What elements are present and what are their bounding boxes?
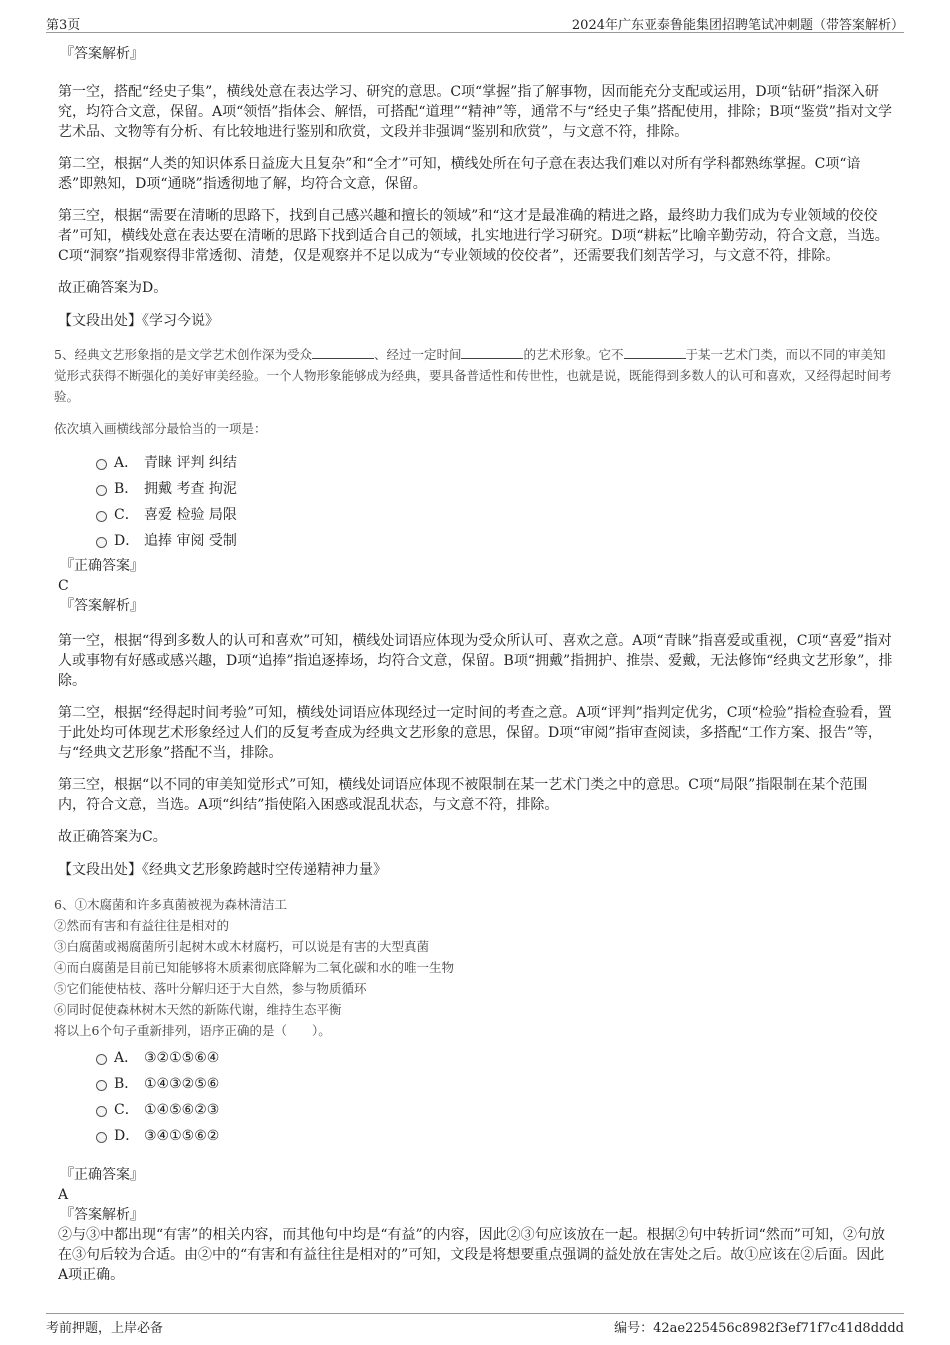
page-header (46, 12, 904, 33)
radio-icon[interactable] (96, 537, 107, 548)
q4-analysis-p3: 第三空，根据“需要在清晰的思路下，找到自己感兴趣和擅长的领域”和“这才是最准确的精进之路，最终助力我们成为专业领域的佼佼者”可知，横线处意在表达要在清晰的思路下找到适合自己的领域，扎实地进行学习研究。D项“耕耘”比喻辛勤劳动，符合文意，当选。C项“洞察”指观察得非常透彻、清楚，仅是观察并不足以成为“专业领域的佼佼者”，还需要我们刻苦学习，与文意不符，排除。 (58, 208, 889, 264)
q5-analysis-p3: 第三空，根据“以不同的审美知觉形式”可知，横线处词语应体现不被限制在某一艺术门类之中的意思。C项“局限”指限制在某个范围内，符合文意，当选。A项“纠结”指使陷入困惑或混乱状态，与文意不符，排除。 (58, 777, 868, 813)
blank-3 (624, 346, 686, 359)
page-number: 第3页 (46, 18, 81, 33)
q6-option-b[interactable]: B． ①④③②⑤⑥ (58, 1071, 894, 1097)
q6-line-4: ④而白腐菌是目前已知能够将木质素彻底降解为二氧化碳和水的唯一生物 (54, 960, 455, 975)
q6-option-a[interactable]: A． ③②①⑤⑥④ (58, 1045, 894, 1071)
q5-option-b[interactable]: B． 拥戴 考查 拘泥 (58, 476, 894, 502)
q5-correct-answer: C (58, 578, 69, 594)
document-id: 编号：42ae225456c8982f3ef71f7c41d8dddd (614, 1321, 904, 1336)
q5-option-c[interactable]: C． 喜爱 检验 局限 (58, 502, 894, 528)
page-footer (46, 1313, 904, 1334)
q4-conclusion: 故正确答案为D。 (58, 280, 168, 296)
page-content (54, 44, 894, 1285)
q6-option-d[interactable]: D． ③④①⑤⑥② (58, 1123, 894, 1149)
q6-line-3: ③白腐菌或褐腐菌所引起树木或木材腐朽，可以说是有害的大型真菌 (54, 939, 430, 954)
q6-analysis-mark: 『答案解析』 (60, 1207, 144, 1223)
q6-line-1: 6、①木腐菌和许多真菌被视为森林清洁工 (54, 897, 287, 912)
q5-option-a[interactable]: A． 青睐 评判 纠结 (58, 450, 894, 476)
q5-prompt: 依次填入画横线部分最恰当的一项是： (54, 421, 267, 436)
q6-prompt: 将以上6个句子重新排列，语序正确的是（ ）。 (54, 1023, 331, 1038)
q5-option-d[interactable]: D． 追捧 审阅 受制 (58, 528, 894, 554)
q6-stem (54, 894, 894, 1041)
q4-source: 【文段出处】《学习今说》 (58, 313, 219, 329)
q5-correct-mark: 『正确答案』 (60, 558, 144, 574)
q4-analysis-mark: 『答案解析』 (60, 46, 144, 62)
q5-analysis-mark: 『答案解析』 (60, 598, 144, 614)
q5-analysis-p1: 第一空，根据“得到多数人的认可和喜欢”可知，横线处词语应体现为受众所认可、喜欢之意。A项“青睐”指喜爱或重视，C项“喜爱”指对人或事物有好感或感兴趣，D项“追捧”指追逐捧场，均符合文意，保留。B项“拥戴”指拥护、推崇、爱戴，无法修饰“经典文艺形象”，排除。 (58, 633, 893, 689)
footer-slogan: 考前押题，上岸必备 (46, 1321, 164, 1336)
q4-analysis-p2: 第二空，根据“人类的知识体系日益庞大且复杂”和“全才”可知，横线处所在句子意在表达我们难以对所有学科都熟练掌握。C项“谙悉”即熟知，D项“通晓”指透彻地了解，均符合文意，保留。 (58, 156, 861, 192)
q6-options (58, 1045, 894, 1149)
radio-icon[interactable] (96, 1054, 107, 1065)
radio-icon[interactable] (96, 1132, 107, 1143)
q5-options (58, 450, 894, 554)
radio-icon[interactable] (96, 459, 107, 470)
document-title: 2024年广东亚泰鲁能集团招聘笔试冲刺题（带答案解析） (571, 18, 904, 33)
q5-source: 【文段出处】《经典文艺形象跨越时空传递精神力量》 (58, 862, 387, 878)
q6-line-5: ⑤它们能使枯枝、落叶分解归还于大自然，参与物质循环 (54, 981, 367, 996)
radio-icon[interactable] (96, 511, 107, 522)
radio-icon[interactable] (96, 1080, 107, 1091)
q6-correct-answer: A (58, 1187, 69, 1203)
q5-stem: 5、经典文艺形象指的是文学艺术创作深为受众 、经过一定时间 的艺术形象。它不 于某一艺术门类，而以不同的审美知觉形式获得不断强化的美好审美经验。一个人物形象能够成为经典，要具备普适性和传世性，也就是说，既能得到多数人的认可和喜欢，又经得起时间考验。 (54, 347, 892, 404)
q4-analysis-p1: 第一空，搭配“经史子集”，横线处意在表达学习、研究的意思。C项“掌握”指了解事物，因而能充分支配或运用，D项“钻研”指深入研究，均符合文意，保留。A项“领悟”指体会、解悟，可搭配“道理”“精神”等，通常不与“经史子集”搭配使用，排除；B项“鉴赏”指对文学艺术品、文物等有分析、有比较地进行鉴别和欣赏，文段并非强调“鉴别和欣赏”，与文意不符，排除。 (58, 84, 892, 140)
q5-conclusion: 故正确答案为C。 (58, 829, 167, 845)
q6-correct-mark: 『正确答案』 (60, 1167, 144, 1183)
q6-line-2: ②然而有害和有益往往是相对的 (54, 918, 230, 933)
q6-analysis-p1: ②与③中都出现“有害”的相关内容，而其他句中均是“有益”的内容，因此②③句应该放在一起。根据②句中转折词“然而”可知，②句放在③句后较为合适。由②中的“有害和有益往往是相对的”可知，文段是将想要重点强调的益处放在害处之后。故①应该在②后面。因此A项正确。 (58, 1227, 885, 1283)
q6-option-c[interactable]: C． ①④⑤⑥②③ (58, 1097, 894, 1123)
q5-analysis-p2: 第二空，根据“经得起时间考验”可知，横线处词语应体现经过一定时间的考查之意。A项“评判”指判定优劣，C项“检验”指检查验看，置于此处均可体现艺术形象经过人们的反复考查成为经典文艺形象的意思，保留。D项“审阅”指审查阅读，多搭配“工作方案、报告”等，与“经典文艺形象”搭配不当，排除。 (58, 705, 892, 761)
radio-icon[interactable] (96, 485, 107, 496)
blank-1 (312, 346, 374, 359)
blank-2 (461, 346, 523, 359)
q6-line-6: ⑥同时促使森林树木天然的新陈代谢，维持生态平衡 (54, 1002, 342, 1017)
radio-icon[interactable] (96, 1106, 107, 1117)
